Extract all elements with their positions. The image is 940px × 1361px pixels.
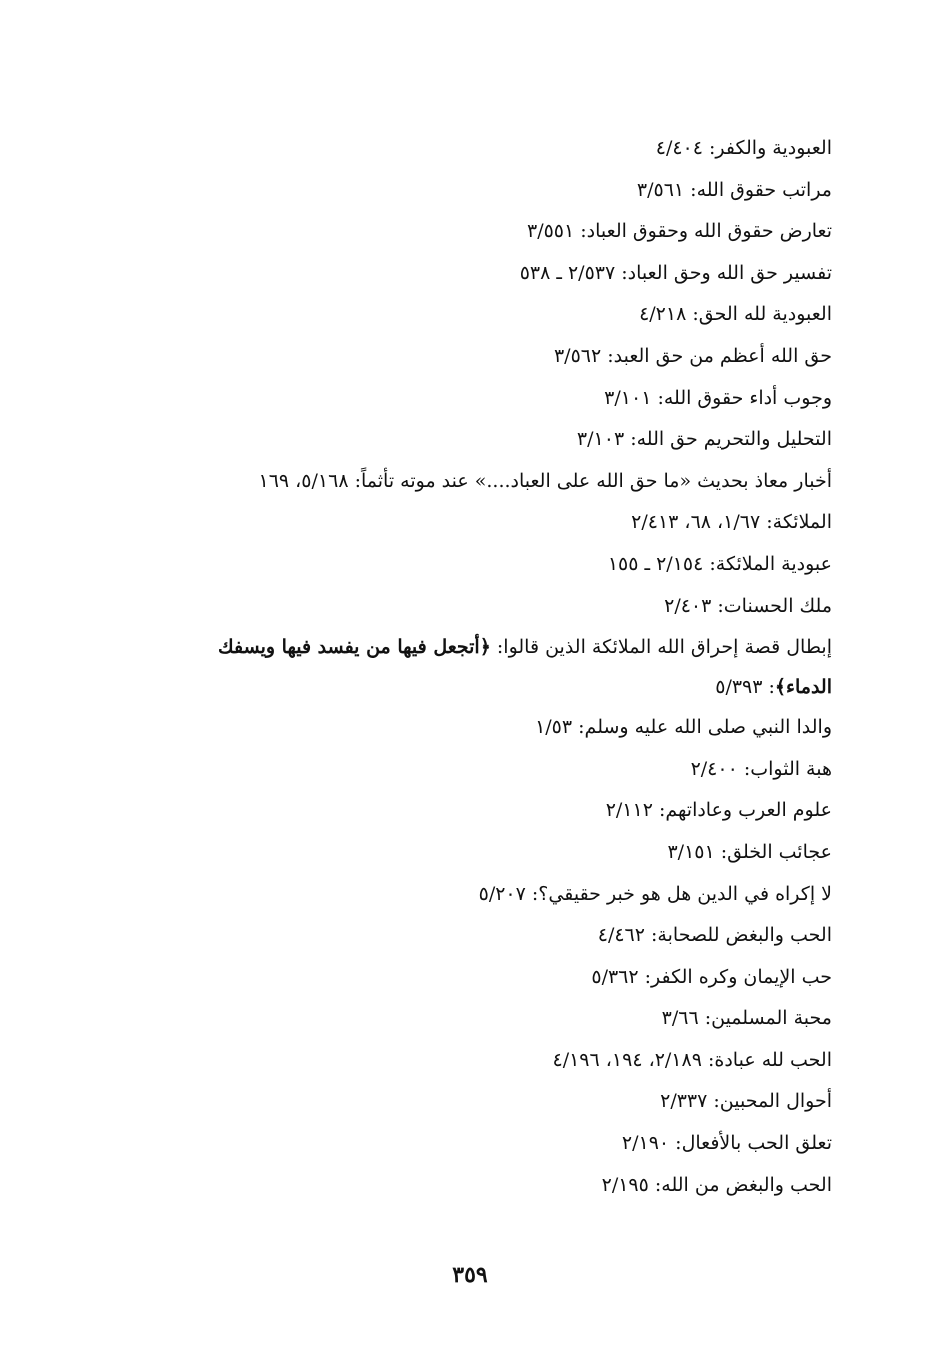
index-entry: حق الله أعظم من حق العبد: ٣/٥٦٢ [553,344,832,367]
index-entry: العبودية لله الحق: ٤/٢١٨ [639,303,832,326]
index-entry: الملائكة: ١/٦٧، ٦٨، ٢/٤١٣ [631,511,832,534]
index-entry-angels-quote [160,627,832,707]
entry-prefix: إبطال قصة إحراق الله الملائكة الذين قالوا: [490,636,832,659]
index-entry: تفسير حق الله وحق العباد: ٢/٥٣٧ ـ ٥٣٨ [519,261,832,284]
index-entry: ملك الحسنات: ٢/٤٠٣ [664,594,832,617]
index-entries [160,128,832,1206]
index-entry: الحب والبغض للصحابة: ٤/٤٦٢ [597,924,832,947]
index-entry: محبة المسلمين: ٣/٦٦ [661,1007,832,1030]
index-entry: هبة الثواب: ٢/٤٠٠ [690,757,832,780]
index-entry: الحب والبغض من الله: ٢/١٩٥ [601,1173,832,1196]
index-entry: الحب لله عبادة: ٢/١٨٩، ١٩٤، ٤/١٩٦ [552,1048,832,1071]
index-entry: حب الإيمان وكره الكفر: ٥/٣٦٢ [591,965,832,988]
index-entry: التحليل والتحريم حق الله: ٣/١٠٣ [576,428,832,451]
entry-suffix: : ٥/٣٩٣ [715,676,775,699]
index-entry: أخبار معاذ بحديث «ما حق الله على العباد....» عند موته تأثماً: ٥/١٦٨، ١٦٩ [258,469,832,492]
index-entry: عبودية الملائكة: ٢/١٥٤ ـ ١٥٥ [607,552,832,575]
index-entry: علوم العرب وعاداتهم: ٢/١١٢ [605,799,832,822]
index-entry: العبودية والكفر: ٤/٤٠٤ [655,137,832,159]
index-entry: أحوال المحبين: ٢/٣٣٧ [660,1090,832,1113]
index-entry: عجائب الخلق: ٣/١٥١ [667,840,832,863]
page-number: ٣٥٩ [452,1262,488,1288]
index-entry: تعلق الحب بالأفعال: ٢/١٩٠ [621,1132,832,1155]
index-entry: والدا النبي صلى الله عليه وسلم: ١/٥٣ [535,716,832,739]
index-entry: تعارض حقوق الله وحقوق العباد: ٣/٥٥١ [527,220,832,243]
index-entry: مراتب حقوق الله: ٣/٥٦١ [636,178,832,201]
index-entry: وجوب أداء حقوق الله: ٣/١٠١ [604,386,832,409]
index-entry: لا إكراه في الدين هل هو خبر حقيقي؟: ٥/٢٠٧ [478,882,832,905]
quran-quote: ﴿أتجعل فيها من يفسد فيها ويسفك الدماء﴾ [218,636,832,699]
